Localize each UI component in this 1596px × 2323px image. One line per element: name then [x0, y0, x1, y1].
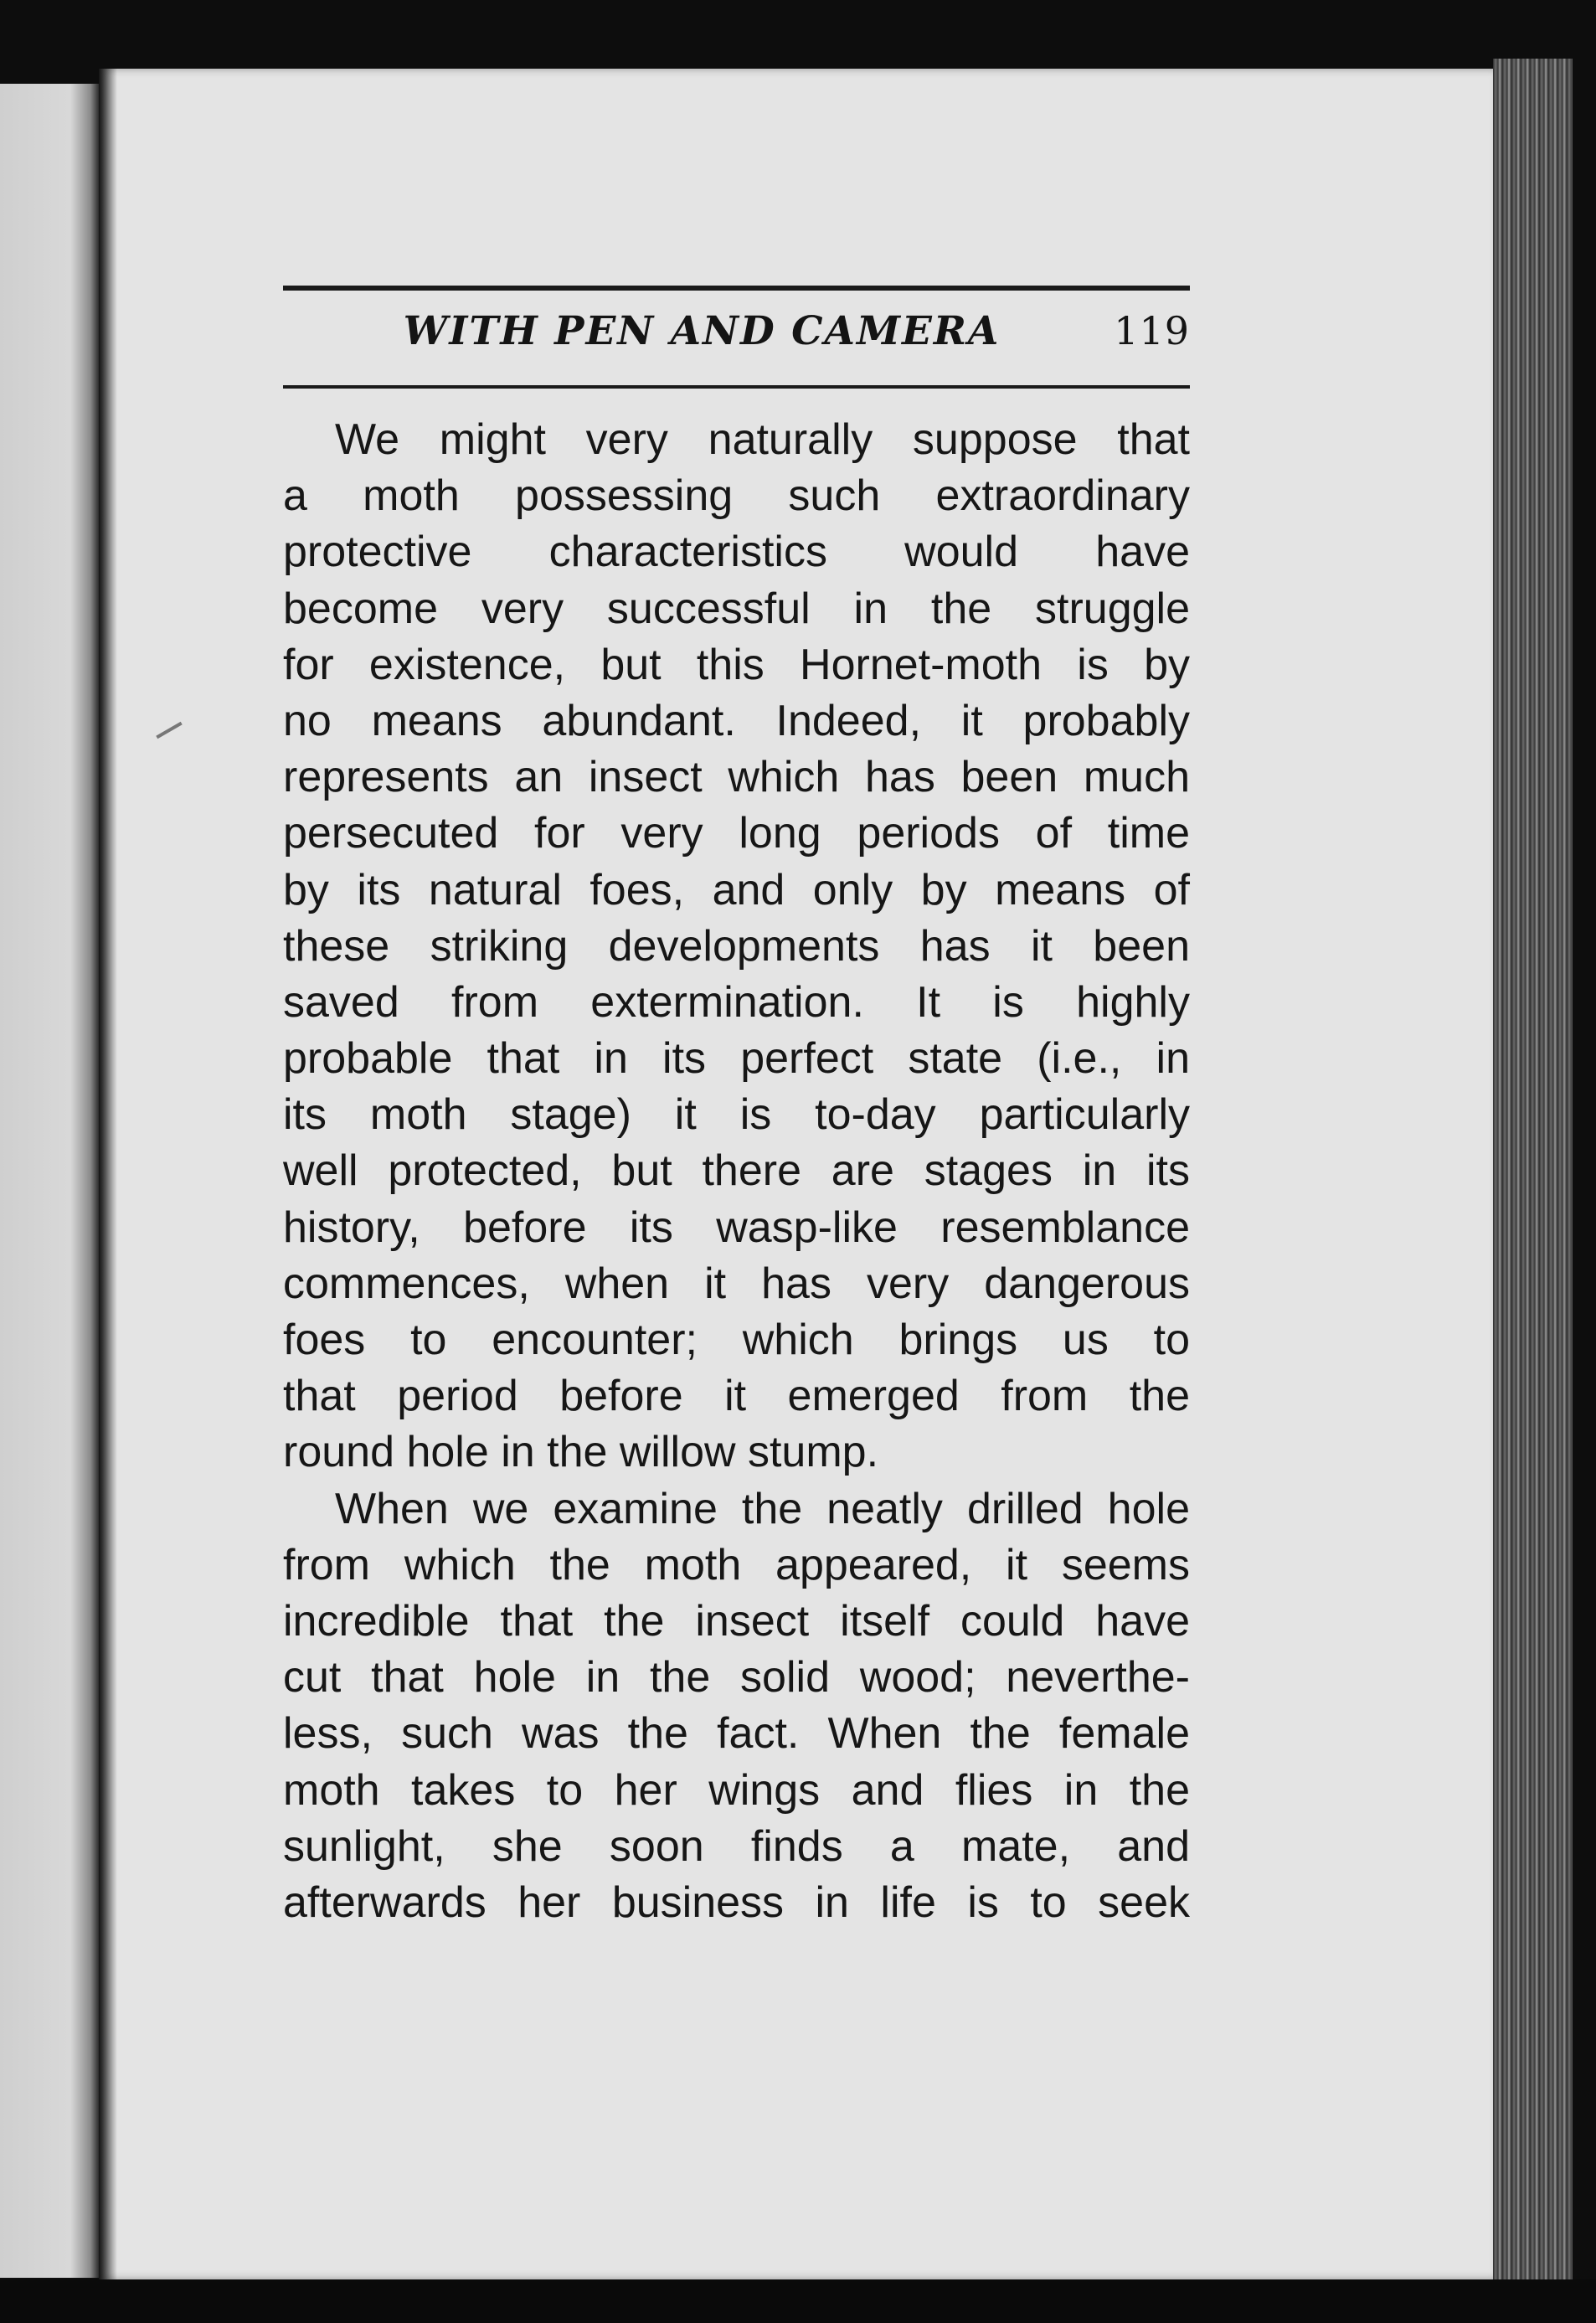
- page-number: 119: [1114, 308, 1190, 353]
- text-line: probable that in its perfect state (i.e., in: [283, 1034, 1190, 1084]
- text-line: commences, when it has very dangerous: [283, 1259, 1190, 1308]
- text-line: a moth possessing such extraordinary: [283, 471, 1190, 521]
- scan-bottom-border: [0, 2279, 1596, 2323]
- text-line: represents an insect which has been much: [283, 753, 1190, 802]
- text-line: moth takes to her wings and flies in the: [283, 1765, 1190, 1815]
- text-line: its moth stage) it is to-day particularly: [283, 1090, 1190, 1140]
- text-line: for existence, but this Hornet-moth is by: [283, 640, 1190, 689]
- text-line: that period before it emerged from the: [283, 1372, 1190, 1421]
- text-line: foes to encounter; which brings us to: [283, 1316, 1190, 1364]
- page-stack-edge: [1493, 59, 1573, 2303]
- body-text: [283, 412, 1190, 1931]
- text-line: afterwards her business in life is to seek: [283, 1877, 1190, 1927]
- running-head-title: WITH PEN AND CAMERA: [403, 308, 1001, 354]
- text-line: When we examine the neatly drilled hole: [335, 1484, 1190, 1533]
- text-line: these striking developments has it been: [283, 921, 1190, 971]
- text-line: round hole in the willow stump.: [283, 1428, 879, 1477]
- left-page-edge: [0, 84, 100, 2278]
- text-line: incredible that the insect itself could have: [283, 1596, 1190, 1646]
- text-line: no means abundant. Indeed, it probably: [283, 696, 1190, 745]
- text-line: sunlight, she soon finds a mate, and: [283, 1821, 1190, 1871]
- header-rule-top: [283, 286, 1190, 291]
- text-line: protective characteristics would have: [283, 528, 1190, 577]
- text-line: from which the moth appeared, it seems: [283, 1540, 1190, 1589]
- text-line: persecuted for very long periods of time: [283, 809, 1190, 858]
- text-line: less, such was the fact. When the female: [283, 1709, 1190, 1759]
- text-line: well protected, but there are stages in its: [283, 1146, 1190, 1196]
- text-line: cut that hole in the solid wood; neverthe-: [283, 1653, 1190, 1702]
- running-head: [283, 303, 1190, 370]
- text-line: saved from extermination. It is highly: [283, 977, 1190, 1027]
- text-line: become very successful in the struggle: [283, 584, 1190, 633]
- header-rule-bottom: [283, 385, 1190, 389]
- text-line: history, before its wasp-like resemblance: [283, 1203, 1190, 1252]
- text-line: We might very naturally suppose that: [335, 415, 1190, 464]
- text-line: by its natural foes, and only by means of: [283, 865, 1190, 914]
- spine-shadow: [99, 69, 117, 2279]
